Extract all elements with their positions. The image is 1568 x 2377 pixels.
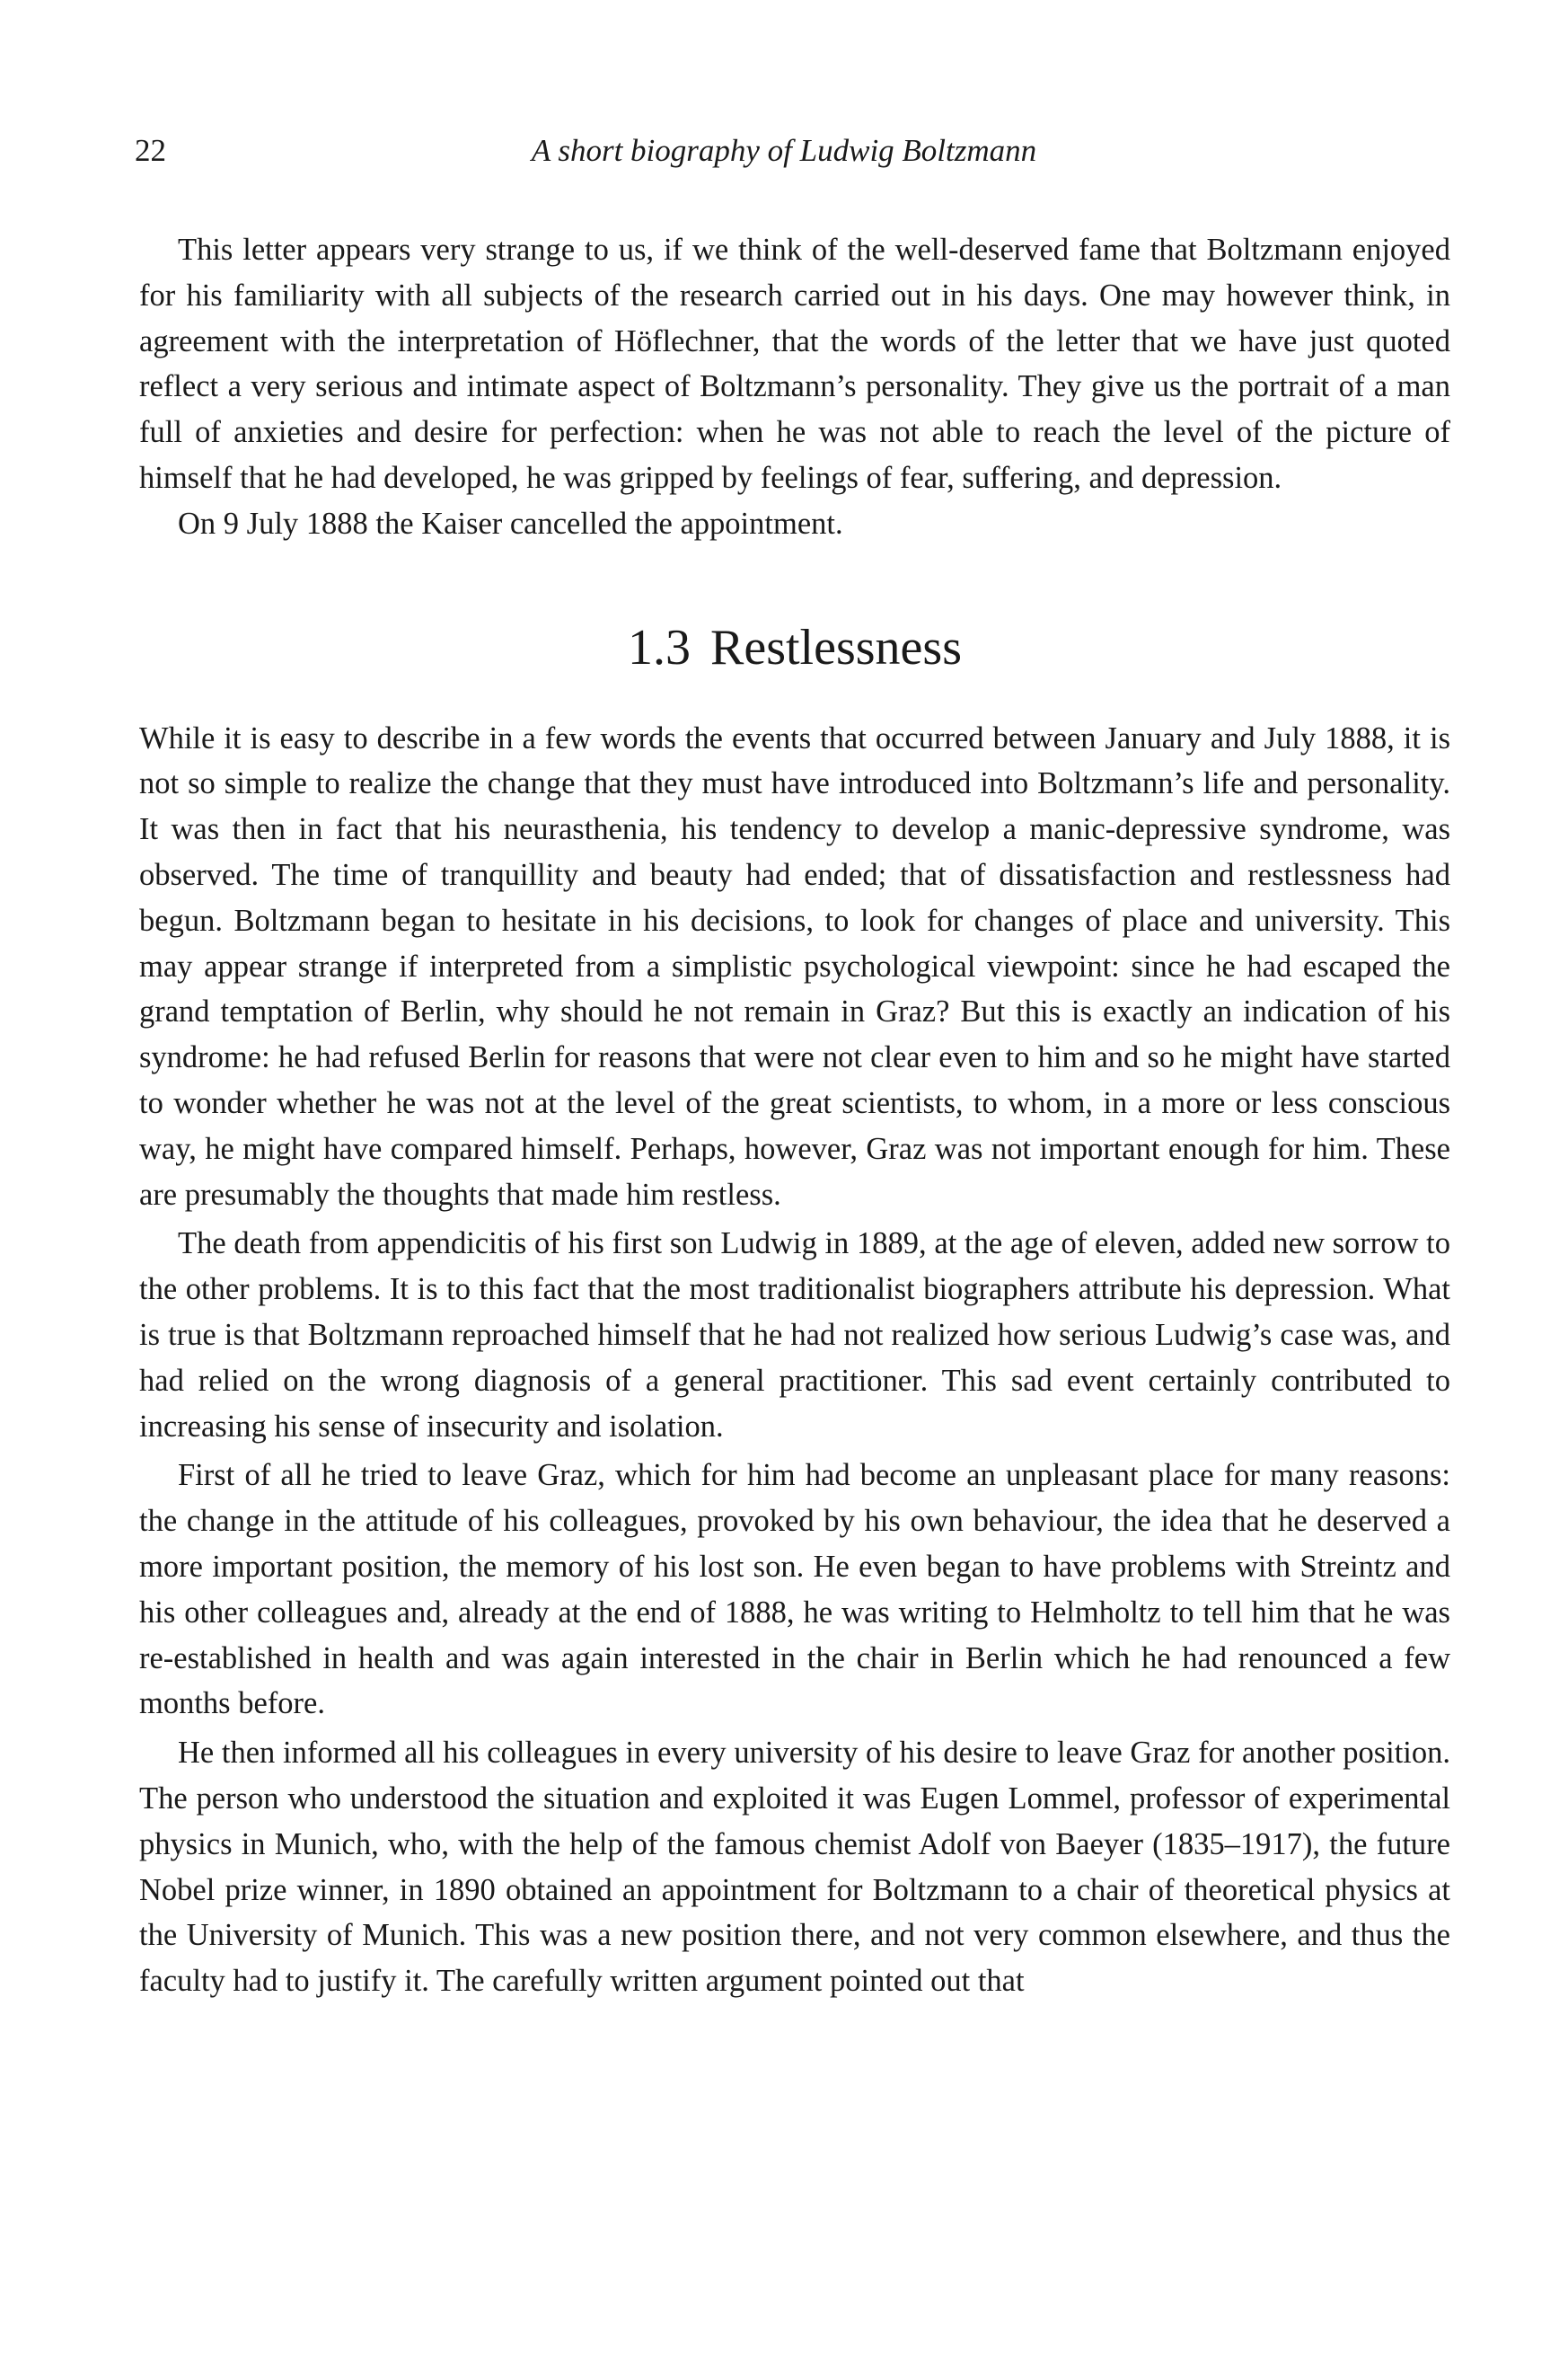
paragraph: This letter appears very strange to us, if we think of the well-deserved fame that Boltzmann enjoyed for his familiarity with all subjects of the research carried out in his days. One may however think, in agreement with the interpretation of Höflechner, that the words of the letter that we have just quoted reflect a very serious and intimate aspect of Boltzmann’s personality. They give us the portrait of a man full of anxieties and desire for perfection: when he was not able to reach the level of the picture of himself that he had developed, he was gripped by feelings of fear, suffering, and depression. (139, 233, 1450, 495)
body-text (139, 227, 1450, 2004)
paragraph: First of all he tried to leave Graz, which for him had become an unpleasant place for many reasons: the change in the attitude of his colleagues, provoked by his own behaviour, the idea that he deserved a more important position, the memory of his lost son. He even began to have problems with Streintz and his other colleagues and, already at the end of 1888, he was writing to Helmholtz to tell him that he was re-established in health and was again interested in the chair in Berlin which he had renounced a few months before. (139, 1458, 1450, 1721)
page-number: 22 (135, 133, 166, 168)
section-title: Restlessness (710, 619, 962, 676)
paragraph: On 9 July 1888 the Kaiser cancelled the appointment. (178, 506, 843, 541)
section-heading (139, 619, 1450, 676)
section-number: 1.3 (628, 619, 691, 676)
paragraph: While it is easy to describe in a few words the events that occurred between January and July 1888, it is not so simple to realize the change that they must have introduced into Boltzmann’s life and personality. It was then in fact that his neurasthenia, his tendency to develop a manic-depressive syndrome, was observed. The time of tranquillity and beauty had ended; that of dissatisfaction and restlessness had begun. Boltzmann began to hesitate in his decisions, to look for changes of place and university. This may appear strange if interpreted from a simplistic psychological viewpoint: since he had escaped the grand temptation of Berlin, why should he not remain in Graz? But this is exactly an indication of his syndrome: he had refused Berlin for reasons that were not clear even to him and so he might have started to wonder whether he was not at the level of the great scientists, to whom, in a more or less conscious way, he might have compared himself. Perhaps, however, Graz was not important enough for him. These are presumably the thoughts that made him restless. (139, 720, 1450, 1212)
paragraph: He then informed all his colleagues in every university of his desire to leave Graz for another position. The person who understood the situation and exploited it was Eugen Lommel, professor of experimental physics in Munich, who, with the help of the famous chemist Adolf von Baeyer (1835–1917), the future Nobel prize winner, in 1890 obtained an appointment for Boltzmann to a chair of theoretical physics at the University of Munich. This was a new position there, and not very common elsewhere, and thus the faculty had to justify it. The carefully written argument pointed out that (139, 1736, 1450, 1999)
paragraph: The death from appendicitis of his first son Ludwig in 1889, at the age of eleven, added new sorrow to the other problems. It is to this fact that the most traditionalist biographers attribute his depression. What is true is that Boltzmann reproached himself that he had not realized how serious Ludwig’s case was, and had relied on the wrong diagnosis of a general practitioner. This sad event certainly contributed to increasing his sense of insecurity and isolation. (139, 1226, 1450, 1444)
running-head: A short biography of Ludwig Boltzmann (531, 133, 1037, 168)
